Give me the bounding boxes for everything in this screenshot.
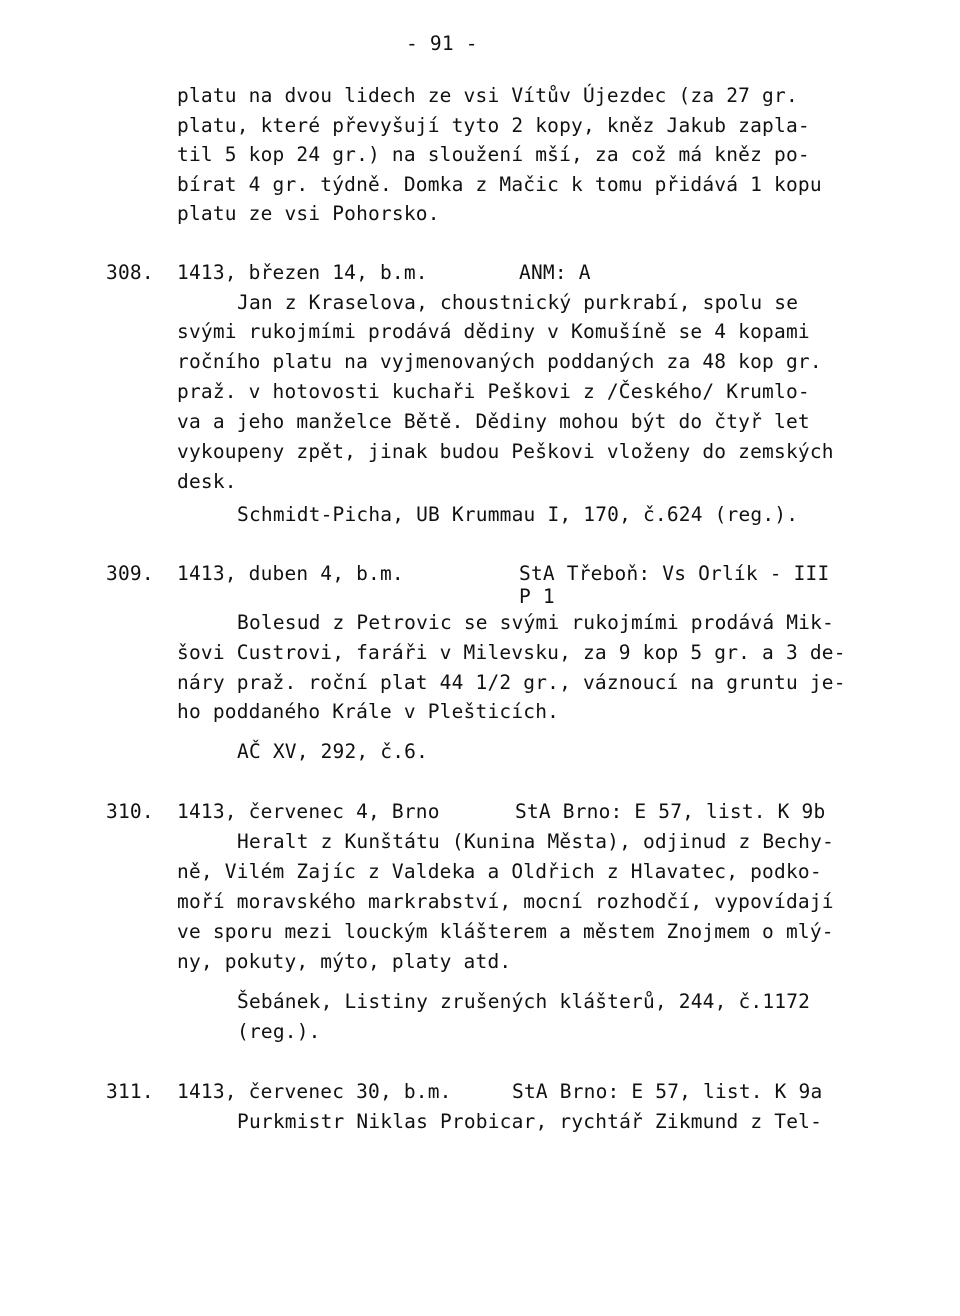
entry-source: ANM: A <box>519 261 591 284</box>
text-line: šovi Custrovi, faráři v Milevsku, za 9 kop 5 gr. a 3 de- <box>177 641 846 664</box>
text-line: bírat 4 gr. týdně. Domka z Mačic k tomu přidává 1 kopu <box>177 173 822 196</box>
reference-line: Schmidt-Picha, UB Krummau I, 170, č.624 (reg.). <box>237 503 799 526</box>
page-number: - 91 - <box>406 32 478 55</box>
text-line: va a jeho manželce Bětě. Dědiny mohou být do čtyř let <box>177 410 810 433</box>
entry-number: 311. <box>106 1080 154 1103</box>
text-line: moří moravského markrabství, mocní rozhodčí, vypovídají <box>177 890 834 913</box>
text-line: desk. <box>177 470 237 493</box>
text-line: Jan z Kraselova, choustnický purkrabí, spolu se <box>237 291 799 314</box>
text-line: praž. v hotovosti kuchaři Peškovi z /Českého/ Krumlo- <box>177 380 810 403</box>
text-line: platu, které převyšují tyto 2 kopy, kněz Jakub zapla- <box>177 114 810 137</box>
entry-date: 1413, červenec 4, Brno <box>177 800 440 823</box>
entry-source: StA Brno: E 57, list. K 9a <box>512 1080 823 1103</box>
reference-line: AČ XV, 292, č.6. <box>237 740 429 763</box>
text-line: Bolesud z Petrovic se svými rukojmími prodává Mik- <box>237 611 834 634</box>
text-line: ve sporu mezi louckým klášterem a městem Znojmem o mlý- <box>177 920 834 943</box>
text-line: ročního platu na vyjmenovaných poddaných za 48 kop gr. <box>177 350 822 373</box>
text-line: platu ze vsi Pohorsko. <box>177 202 440 225</box>
text-line: ny, pokuty, mýto, platy atd. <box>177 950 512 973</box>
text-line: vykoupeny zpět, jinak budou Peškovi vloženy do zemských <box>177 440 834 463</box>
text-line: svými rukojmími prodává dědiny v Komušíně se 4 kopami <box>177 320 810 343</box>
entry-date: 1413, duben 4, b.m. <box>177 562 404 585</box>
text-line: ho poddaného Krále v Plešticích. <box>177 700 560 723</box>
entry-number: 308. <box>106 261 154 284</box>
text-line: Purkmistr Niklas Probicar, rychtář Zikmund z Tel- <box>237 1110 823 1133</box>
entry-date: 1413, červenec 30, b.m. <box>177 1080 452 1103</box>
entry-source-continuation: P 1 <box>519 585 555 608</box>
entry-date: 1413, březen 14, b.m. <box>177 261 428 284</box>
entry-source: StA Brno: E 57, list. K 9b <box>515 800 826 823</box>
entry-number: 309. <box>106 562 154 585</box>
text-line: náry praž. roční plat 44 1/2 gr., váznoucí na gruntu je- <box>177 671 846 694</box>
entry-number: 310. <box>106 800 154 823</box>
reference-line: Šebánek, Listiny zrušených klášterů, 244, č.1172 <box>237 990 811 1013</box>
text-line: til 5 kop 24 gr.) na sloužení mší, za což má kněz po- <box>177 143 810 166</box>
text-line: ně, Vilém Zajíc z Valdeka a Oldřich z Hlavatec, podko- <box>177 860 822 883</box>
text-line: platu na dvou lidech ze vsi Vítův Újezdec (za 27 gr. <box>177 84 798 107</box>
text-line: Heralt z Kunštátu (Kunina Města), odjinud z Bechy- <box>237 830 834 853</box>
reference-line: (reg.). <box>237 1020 321 1043</box>
entry-source: StA Třeboň: Vs Orlík - III <box>519 562 830 585</box>
